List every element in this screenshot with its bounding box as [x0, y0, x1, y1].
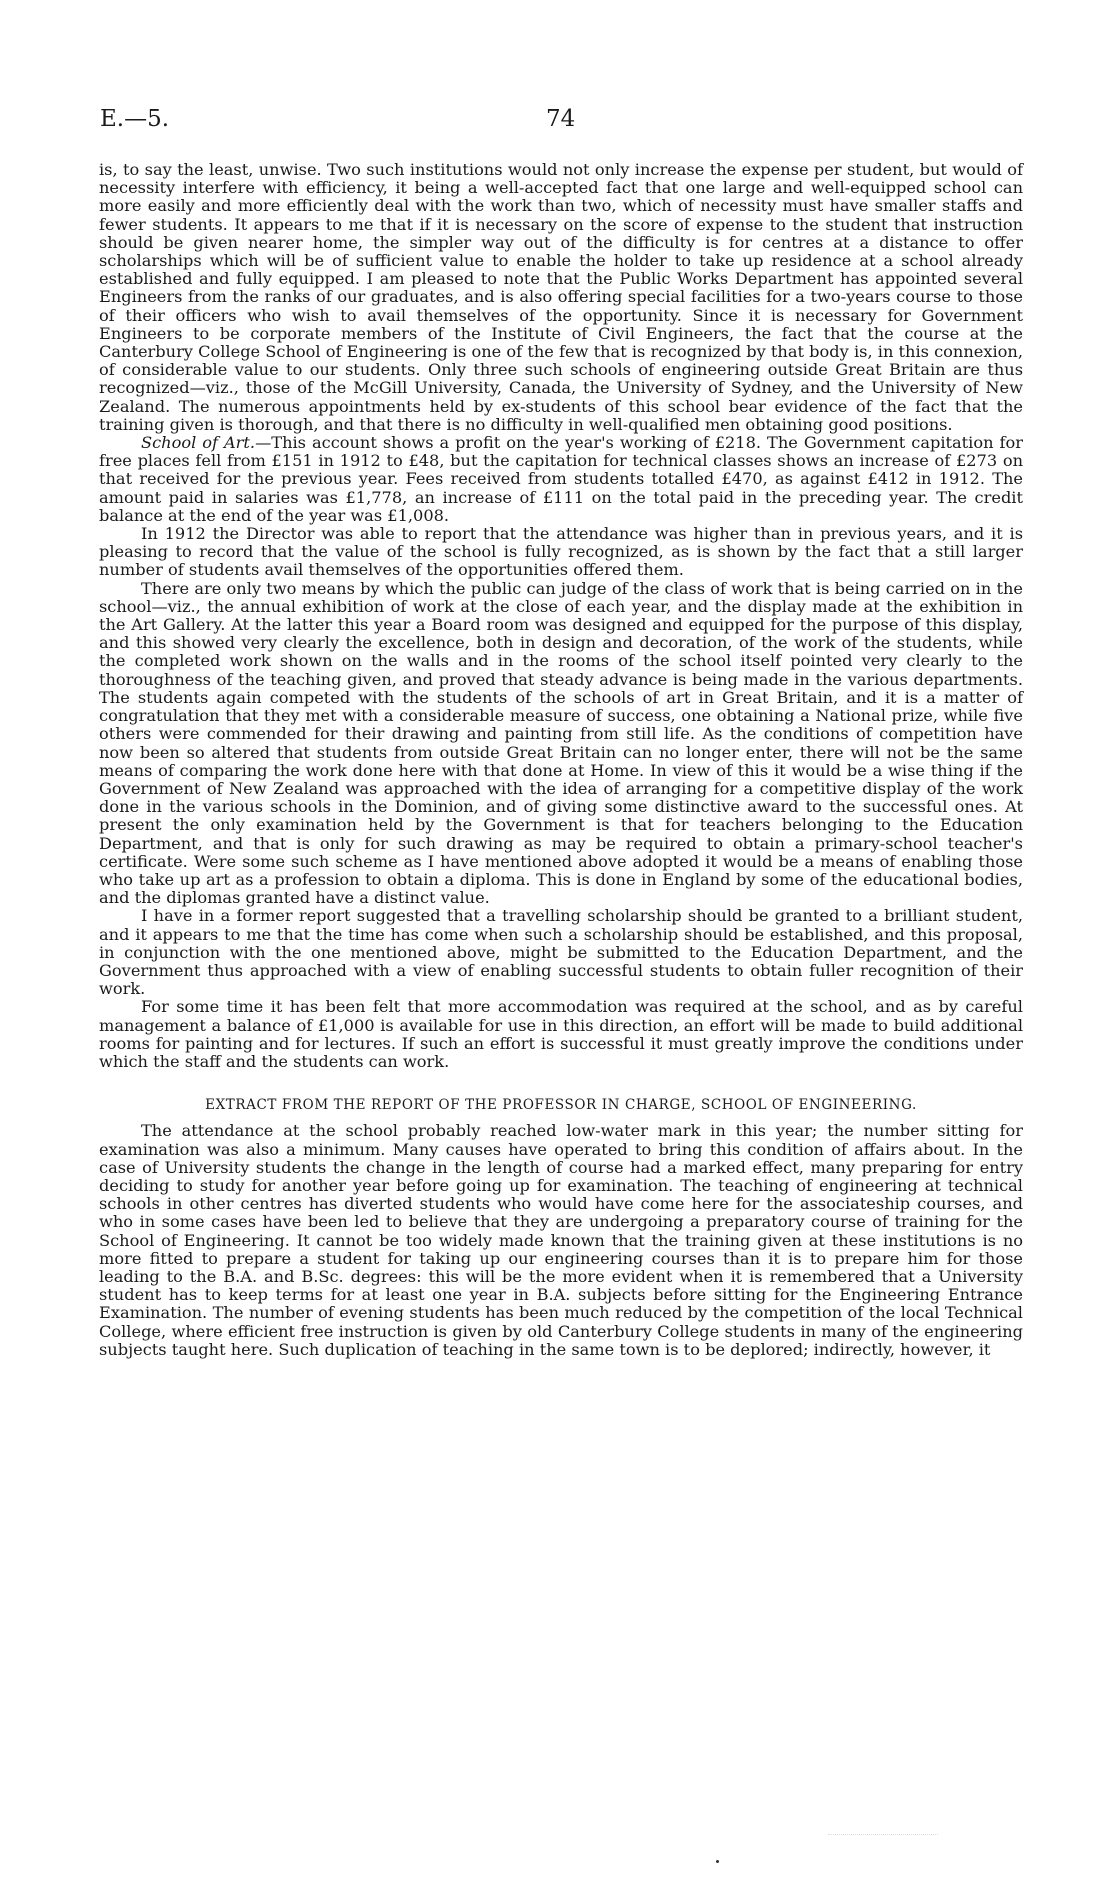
document-reference: E.—5.: [100, 106, 170, 132]
paragraph-school-of-art: [99, 434, 1023, 525]
paragraph-scholarship: I have in a former report suggested that a travelling scholarship should be granted to a brilliant student, and it appears to me that the time has come when such a scholarship should be established, and this proposal, in conjunction with the one mentioned above, might be submitted to the Education Department, and the Government thus approached with a view of enabling successful students to obtain fuller recognition of their work.: [99, 906, 1023, 999]
paragraph-attendance: In 1912 the Director was able to report that the attendance was higher than in previous years, and it is pleasing to record that the value of the school is fully recognized, as is shown by the fact that a still larger number of students avail themselves of the opportunities offered them.: [99, 524, 1023, 580]
paragraph-accommodation: For some time it has been felt that more accommodation was required at the school, and as by careful management a balance of £1,000 is available for use in this direction, an effort will be made to build additional rooms for painting and for lectures. If such an effort is successful it must greatly improve the conditions under which the staff and the students can work.: [99, 997, 1023, 1071]
faint-stamp-mark: [828, 1820, 938, 1835]
document-body: [99, 161, 1023, 1359]
paragraph-exhibition: There are only two means by which the public can judge of the class of work that is being carried on in the school—viz., the annual exhibition of work at the close of each year, and the display made at the exhibition in the Art Gallery. At the latter this year a Board room was designed and equipped for the purpose of this display, and this showed very clearly the excellence, both in design and decoration, of the work of the students, while the completed work shown on the walls and in the rooms of the school itself pointed very clearly to the thoroughness of the teaching given, and proved that steady advance is being made in the various departments. The students again competed with the students of the schools of art in Great Britain, and it is a matter of congratulation that they met with a considerable measure of success, one obtaining a National prize, while five others were commended for their drawing and painting from still life. As the conditions of competition have now been so altered that students from outside Great Britain can no longer enter, there will not be the same means of comparing the work done here with that done at Home. In view of this it would be a wise thing if the Government of New Zealand was approached with the idea of arranging for a competitive display of the work done in the various schools in the Dominion, and of giving some distinctive award to the successful ones. At present the only examination held by the Government is that for teachers belonging to the Education Department, and that is only for such drawing as may be required to obtain a primary-school teacher's certificate. Were some such scheme as I have mentioned above adopted it would be a means of enabling those who take up art as a profession to obtain a diploma. This is done in England by some of the educational bodies, and the diplomas granted have a distinct value.: [99, 578, 1023, 908]
page-number: 74: [546, 106, 576, 132]
school-of-art-text: —This account shows a profit on the year's working of £218. The Government capitation for free places fell from £151 in 1912 to £48, but the capitation for technical classes shows an increase of £273 on that received for the previous year. Fees received from students totalled £470, as against £412 in 1912. The amount paid in salaries was £1,778, an increase of £111 on the total paid in the preceding year. The credit balance at the end of the year was £1,008.: [99, 433, 1024, 525]
speck-mark: [716, 1860, 719, 1863]
page-header: [100, 106, 1020, 136]
paragraph-continued: is, to say the least, unwise. Two such institutions would not only increase the expense per student, but would of necessity interfere with efficiency, it being a well-accepted fact that one large and well-equipped school can more easily and more efficiently deal with the work than two, which of necessity must have smaller staffs and fewer students. It appears to me that if it is necessary on the score of expense to the student that instruction should be given nearer home, the simpler way out of the difficulty is for centres at a distance to offer scholarships which will be of sufficient value to enable the holder to take up residence at a school already established and fully equipped. I am pleased to note that the Public Works Department has appointed several Engineers from the ranks of our graduates, and is also offering special facilities for a two-years course to those of their officers who wish to avail themselves of the opportunity. Since it is necessary for Government Engineers to be corporate members of the Institute of Civil Engineers, the fact that the course at the Canterbury College School of Engineering is one of the few that is recognized by that body is, in this connexion, of considerable value to our students. Only three such schools of engineering outside Great Britain are thus recognized—viz., those of the McGill University, Canada, the University of Sydney, and the University of New Zealand. The numerous appointments held by ex-students of this school bear evidence of the fact that the training given is thorough, and that there is no difficulty in well-qualified men obtaining good positions.: [99, 160, 1023, 434]
school-of-art-label: School of Art.: [141, 433, 256, 453]
paragraph-engineering: The attendance at the school probably reached low-water mark in this year; the number sitting for examination was also a minimum. Many causes have operated to bring this condition of affairs about. In the case of University students the change in the length of course had a marked effect, many preparing for entry deciding to study for another year before going up for examination. The teaching of engineering at technical schools in other centres has diverted students who would have come here for the associateship courses, and who in some cases have been led to believe that they are undergoing a preparatory course of training for the School of Engineering. It cannot be too widely made known that the training given at these institutions is no more fitted to prepare a student for taking up our engineering courses than it is to prepare him for those leading to the B.A. and B.Sc. degrees: this will be the more evident when it is remembered that a University student has to keep terms for at least one year in B.A. subjects before sitting for the Engineering Entrance Examination. The number of evening students has been much reduced by the competition of the local Technical College, where efficient free instruction is given by old Canterbury College students in many of the engineering subjects taught here. Such duplication of teaching in the same town is to be deplored; indirectly, however, it: [99, 1121, 1023, 1359]
section-heading: EXTRACT FROM THE REPORT OF THE PROFESSOR IN CHARGE, SCHOOL OF ENGINEERING.: [205, 1097, 917, 1114]
